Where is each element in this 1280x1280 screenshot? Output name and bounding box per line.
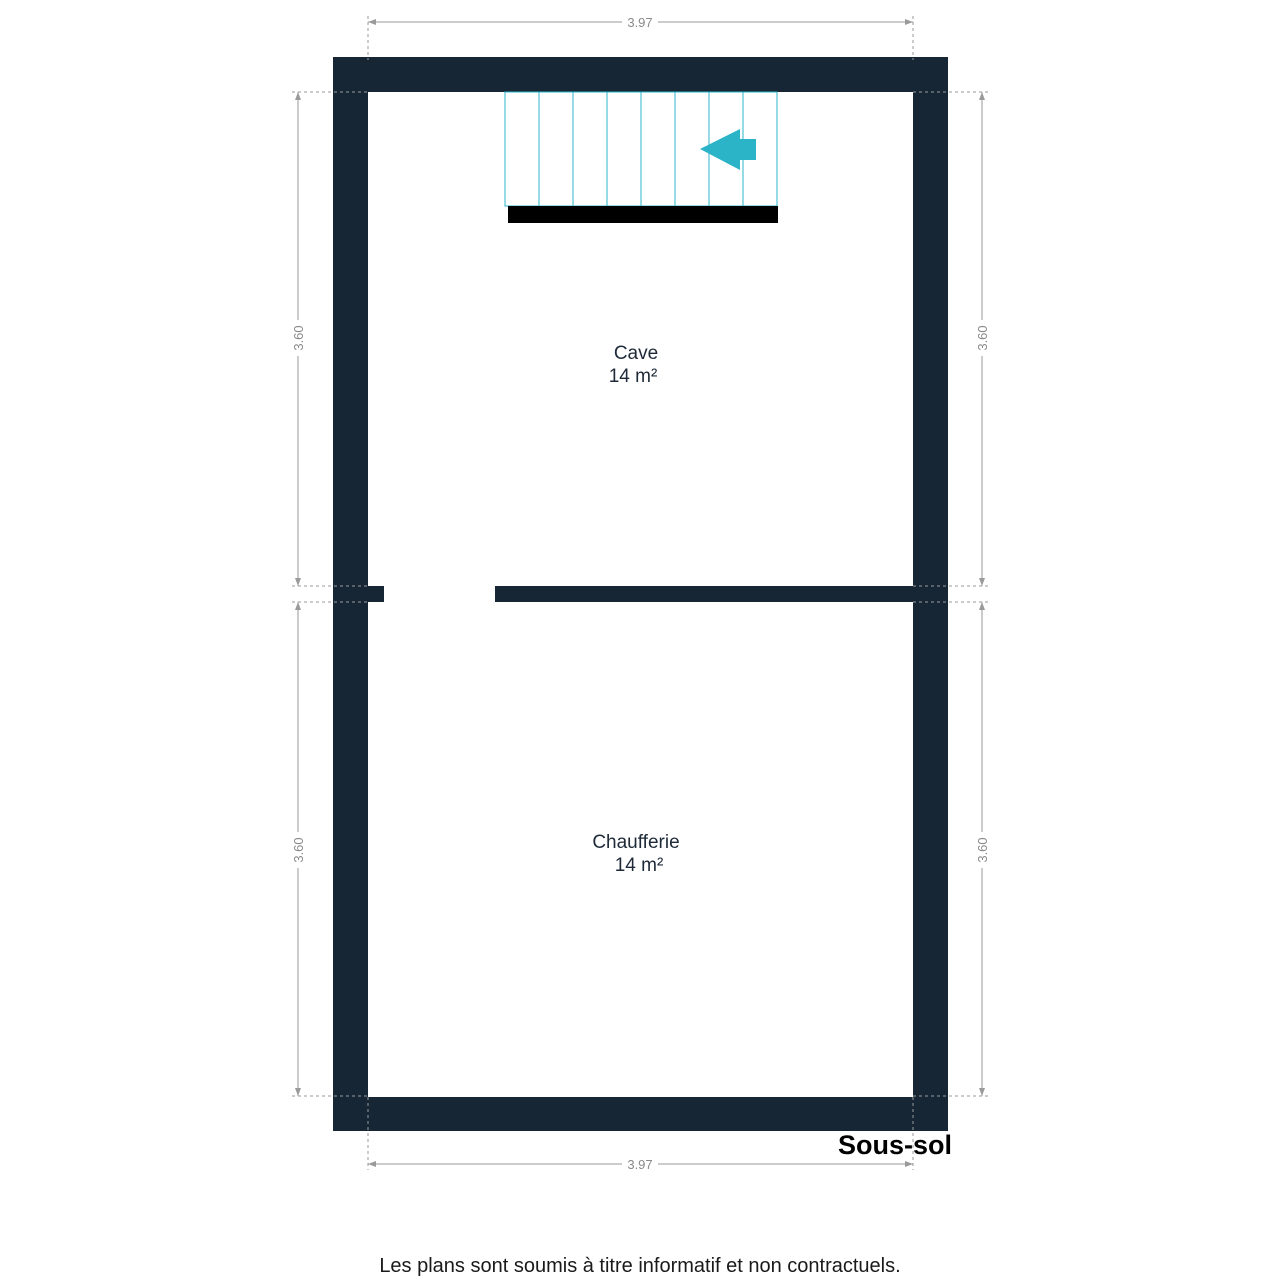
- room-name-chaufferie: Chaufferie: [592, 832, 680, 853]
- stair-railing: [508, 206, 778, 223]
- room-area-chaufferie: 14 m²: [614, 855, 664, 876]
- dimension-left-upper-label: 3.60: [291, 325, 306, 351]
- stair-direction-arrow-icon: [700, 129, 756, 170]
- room-name-cave: Cave: [613, 343, 659, 364]
- floor-name: Sous-sol: [838, 1130, 953, 1160]
- wall-top: [333, 57, 948, 92]
- partition-wall: [495, 586, 913, 602]
- dimension-left-lower-label: 3.60: [291, 837, 306, 863]
- partition-wall-left-stub: [368, 586, 384, 602]
- staircase: [505, 92, 778, 223]
- wall-right: [913, 57, 948, 1131]
- disclaimer: Les plans sont soumis à titre informatif et non contractuels.: [379, 1255, 901, 1277]
- dimension-right-lower-label: 3.60: [975, 837, 990, 863]
- dimension-top-label: 3.97: [627, 15, 653, 30]
- dimension-right-upper-label: 3.60: [975, 325, 990, 351]
- room-area-cave: 14 m²: [608, 366, 658, 387]
- wall-left: [333, 57, 368, 1131]
- dimension-bottom-label: 3.97: [627, 1157, 653, 1172]
- wall-bottom: [333, 1097, 948, 1131]
